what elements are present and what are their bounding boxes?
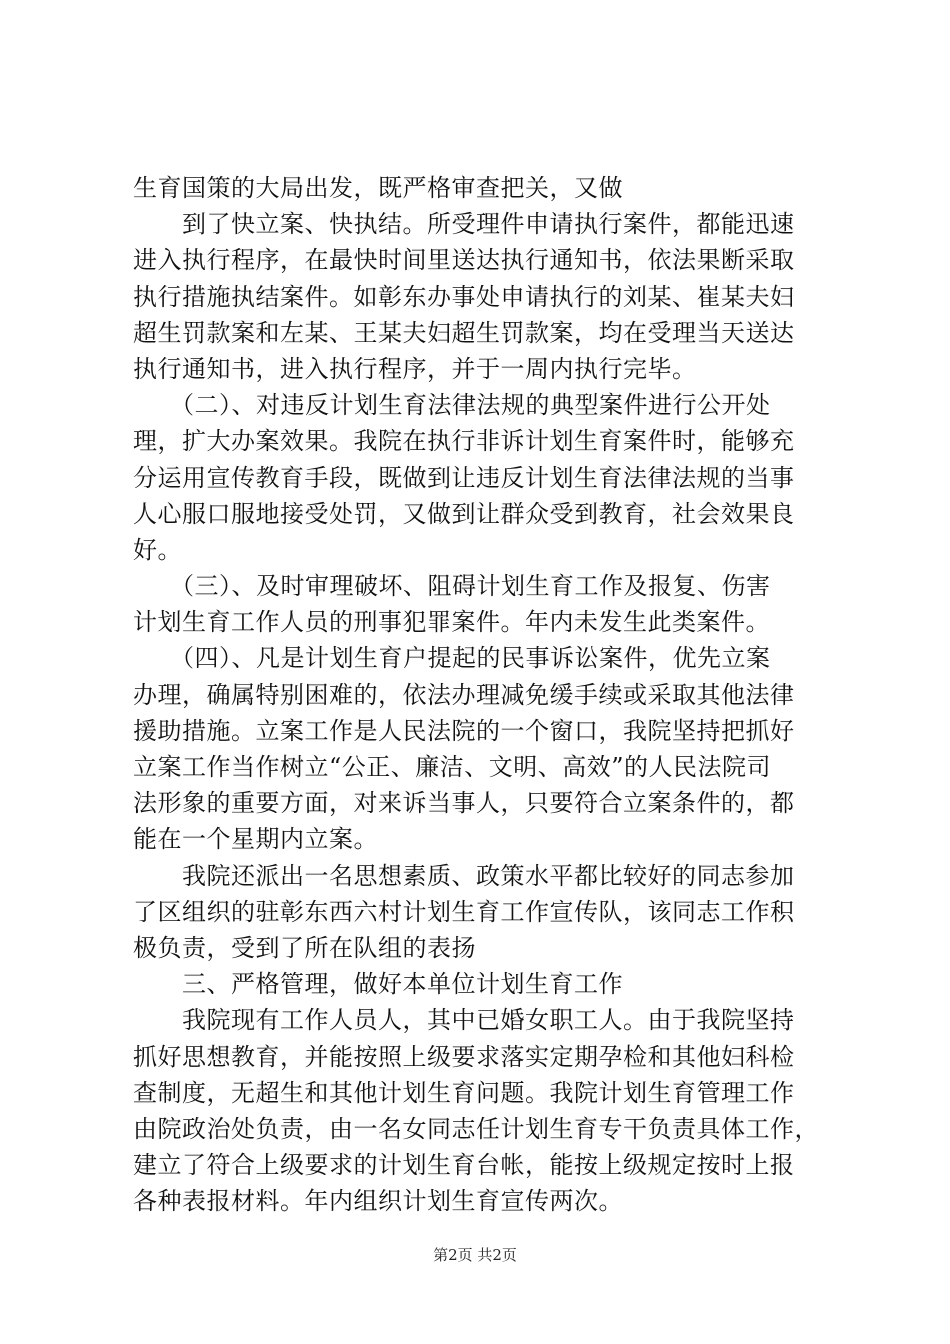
text-line: 好。 (133, 535, 182, 564)
text-line: 执行措施执结案件。如彰东办事处申请执行的刘某、崔某夫妇 (133, 282, 795, 311)
text-line: 抓好思想教育，并能按照上级要求落实定期孕检和其他妇科检 (133, 1042, 795, 1071)
text-line: 查制度，无超生和其他计划生育问题。我院计划生育管理工作 (133, 1078, 795, 1107)
text-line: 计划生育工作人员的刑事犯罪案件。年内未发生此类案件。 (133, 608, 770, 637)
text-line: 能在一个星期内立案。 (133, 825, 378, 854)
text-line: 极负责，受到了所在队组的表扬 (133, 933, 476, 962)
text-line: 援助措施。立案工作是人民法院的一个窗口，我院坚持把抓好 (133, 716, 795, 745)
text-line: 我院还派出一名思想素质、政策水平都比较好的同志参加 (133, 861, 795, 890)
text-line: （四）、凡是计划生育户提起的民事诉讼案件，优先立案 (133, 644, 771, 673)
text-line: 三、严格管理，做好本单位计划生育工作 (133, 970, 623, 999)
text-line: 进入执行程序，在最快时间里送达执行通知书，依法果断采取 (133, 246, 795, 275)
text-line: 超生罚款案和左某、王某夫妇超生罚款案，均在受理当天送达 (133, 318, 795, 347)
text-line: 立案工作当作树立“公正、廉洁、文明、高效”的人民法院司 (133, 753, 772, 781)
text-line: （二）、对违反计划生育法律法规的典型案件进行公开处 (133, 391, 771, 420)
text-line: 建立了符合上级要求的计划生育台帐，能按上级规定按时上报 (133, 1151, 795, 1180)
page-number-footer: 第2页 共2页 (433, 1246, 517, 1264)
text-line: 由院政治处负责，由一名女同志任计划生育专干负责具体工作， (133, 1114, 819, 1143)
text-line: 生育国策的大局出发，既严格审查把关，又做 (133, 174, 623, 202)
text-line: 执行通知书，进入执行程序，并于一周内执行完毕。 (133, 354, 697, 383)
text-line: 办理，确属特别困难的，依法办理减免缓手续或采取其他法律 (133, 680, 795, 709)
text-line: 理，扩大办案效果。我院在执行非诉计划生育案件时，能够充 (133, 427, 795, 456)
text-line: 我院现有工作人员人，其中已婚女职工人。由于我院坚持 (133, 1006, 795, 1035)
text-line: 各种表报材料。年内组织计划生育宣传两次。 (133, 1187, 623, 1216)
text-line: （三）、及时审理破坏、阻碍计划生育工作及报复、伤害 (133, 572, 771, 601)
text-line: 了区组织的驻彰东西六村计划生育工作宣传队，该同志工作积 (133, 897, 795, 926)
document-body (133, 170, 823, 1219)
text-line: 到了快立案、快执结。所受理件申请执行案件，都能迅速 (133, 210, 795, 239)
text-line: 人心服口服地接受处罚，又做到让群众受到教育，社会效果良 (133, 499, 795, 528)
text-line: 分运用宣传教育手段，既做到让违反计划生育法律法规的当事 (133, 463, 795, 492)
text-line: 法形象的重要方面，对来诉当事人，只要符合立案条件的，都 (133, 789, 795, 818)
